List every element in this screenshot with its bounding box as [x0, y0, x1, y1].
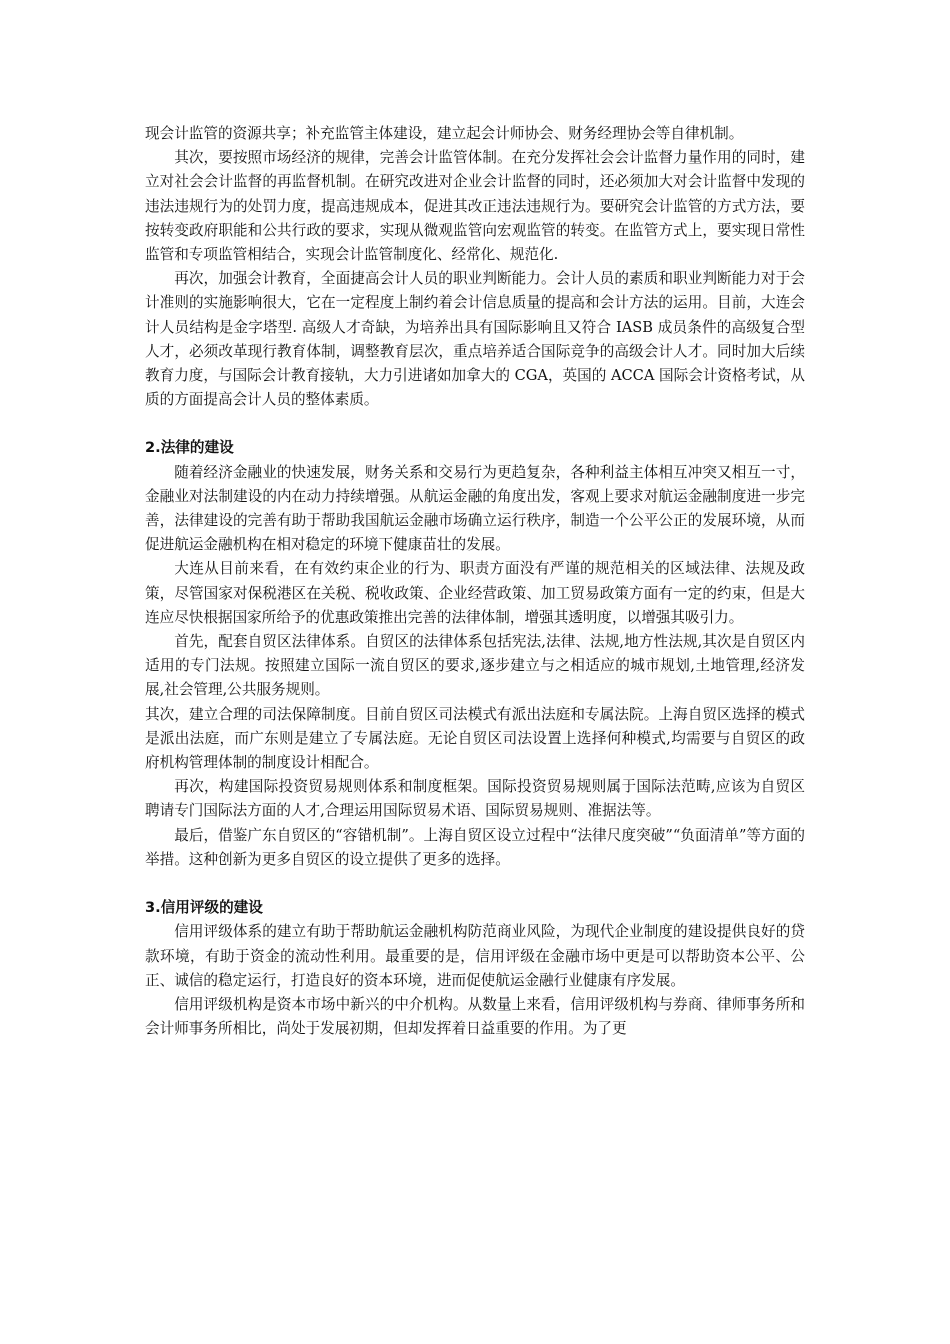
paragraph: 再次，加强会计教育，全面捷高会计人员的职业判断能力。会计人员的素质和职业判断能力对于会计准则的实施影响很大，它在一定程度上制约着会计信息质量的提高和会计方法的运用。目前，大连会计人员结构是金字塔型. 高级人才奇缺，为培养出具有国际影响且又符合 IASB 成员条件的高级复合型人才，必须改革现行教育体制，调整教育层次，重点培养适合国际竞争的高级会计人才。同时加大后续教育力度，与国际会计教育接轨，大力引进诸如加拿大的 CGA，英国的 ACCA 国际会计资格考试，从质的方面提高会计人员的整体素质。 — [145, 270, 805, 409]
paragraph: 大连从目前来看，在有效约束企业的行为、职责方面没有严谨的规范相关的区域法律、法规及政策，尽管国家对保税港区在关税、税收政策、企业经营政策、加工贸易政策方面有一定的约束，但是大连应尽快根据国家所给予的优惠政策推出完善的法律体制，增强其透明度，以增强其吸引力。 — [145, 560, 805, 626]
paragraph: 其次，建立合理的司法保障制度。目前自贸区司法模式有派出法庭和专属法院。上海自贸区选择的模式是派出法庭，而广东则是建立了专属法庭。无论自贸区司法设置上选择何种模式,均需要与自贸区的政府机构管理体制的制度设计相配合。 — [145, 705, 805, 772]
section-gap — [145, 412, 805, 436]
paragraph: 其次，要按照市场经济的规律，完善会计监管体制。在充分发挥社会会计监督力量作用的同时，建立对社会会计监督的再监督机制。在研究改进对企业会计监督的同时，还必须加大对会计监督中发现的违法违规行为的处罚力度，提高违规成本，促进其改正违法违规行为。要研究会计监管的方式方法，要按转变政府职能和公共行政的要求，实现从微观监管向宏观监管的转变。在监管方式上，要实现日常性监管和专项监管相结合，实现会计监管制度化、经常化、规范化. — [145, 149, 805, 264]
paragraph: 信用评级机构是资本市场中新兴的中介机构。从数量上来看，信用评级机构与券商、律师事务所和会计师事务所相比，尚处于发展初期，但却发挥着日益重要的作用。为了更 — [145, 995, 805, 1038]
section-heading-law: 2.法律的建设 — [145, 439, 234, 457]
document-page — [145, 122, 805, 1041]
paragraph: 现会计监管的资源共享；补充监管主体建设，建立起会计师协会、财务经理协会等自律机制。 — [145, 125, 744, 142]
section-gap — [145, 872, 805, 896]
section-heading-credit-rating: 3.信用评级的建设 — [145, 899, 263, 917]
paragraph: 首先，配套自贸区法律体系。自贸区的法律体系包括宪法,法律、法规,地方性法规,其次是自贸区内适用的专门法规。按照建立国际一流自贸区的要求,逐步建立与之相适应的城市规划,土地管理,经济发展,社会管理,公共服务规则。 — [145, 633, 805, 699]
paragraph: 随着经济金融业的快速发展，财务关系和交易行为更趋复杂，各种利益主体相互冲突又相互一寸，金融业对法制建设的内在动力持续增强。从航运金融的角度出发，客观上要求对航运金融制度进一步完善，法律建设的完善有助于帮助我国航运金融市场确立运行秩序，制造一个公平公正的发展环境，从而促进航运金融机构在相对稳定的环境下健康苗壮的发展。 — [145, 463, 805, 554]
paragraph: 再次，构建国际投资贸易规则体系和制度框架。国际投资贸易规则属于国际法范畴,应该为自贸区聘请专门国际法方面的人才,合理运用国际贸易术语、国际贸易规则、准据法等。 — [145, 778, 805, 820]
paragraph: 最后，借鉴广东自贸区的“容错机制”。上海自贸区设立过程中“法律尺度突破”“负面清单”等方面的举措。这种创新为更多自贸区的设立提供了更多的选择。 — [145, 826, 805, 868]
paragraph: 信用评级体系的建立有助于帮助航运金融机构防范商业风险，为现代企业制度的建设提供良好的贷款环境，有助于资金的流动性利用。最重要的是，信用评级在金融市场中更是可以帮助资本公平、公正、诚信的稳定运行，打造良好的资本环境，进而促使航运金融行业健康有序发展。 — [145, 923, 805, 989]
